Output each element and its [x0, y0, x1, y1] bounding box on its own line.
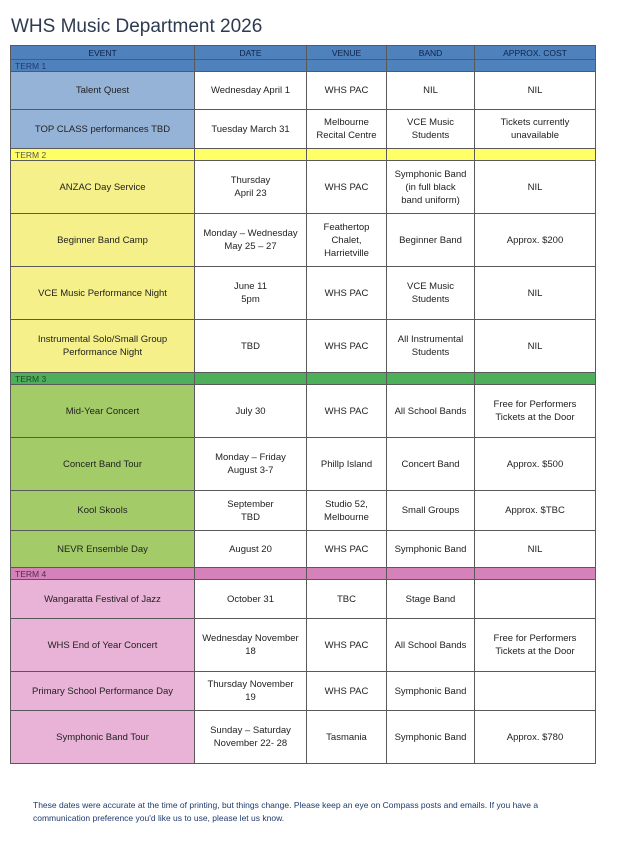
column-header-venue: VENUE: [307, 46, 387, 60]
venue-cell: Studio 52, Melbourne: [307, 491, 387, 531]
event-cell: Kool Skools: [11, 491, 195, 531]
term-bar-cell: [307, 373, 387, 385]
venue-cell: Tasmania: [307, 711, 387, 764]
term-label: TERM 2: [11, 149, 195, 161]
term-bar-cell: [387, 373, 475, 385]
event-cell: Symphonic Band Tour: [11, 711, 195, 764]
band-cell: Symphonic Band: [387, 711, 475, 764]
cost-cell: NIL: [475, 320, 596, 373]
venue-cell: TBC: [307, 580, 387, 619]
band-cell: All School Bands: [387, 619, 475, 672]
venue-cell: WHS PAC: [307, 619, 387, 672]
cost-cell: NIL: [475, 161, 596, 214]
event-cell: VCE Music Performance Night: [11, 267, 195, 320]
term-bar-cell: [387, 149, 475, 161]
date-cell: TBD: [195, 320, 307, 373]
table-row: [11, 385, 596, 438]
term-bar-cell: [307, 149, 387, 161]
date-cell: Wednesday November 18: [195, 619, 307, 672]
band-cell: Symphonic Band: [387, 531, 475, 568]
date-cell: September TBD: [195, 491, 307, 531]
band-cell: All Instrumental Students: [387, 320, 475, 373]
event-cell: Beginner Band Camp: [11, 214, 195, 267]
term-label: TERM 1: [11, 60, 195, 72]
table-row: [11, 491, 596, 531]
table-row: [11, 110, 596, 149]
cost-cell: Approx. $500: [475, 438, 596, 491]
table-row: [11, 267, 596, 320]
table-row: [11, 214, 596, 267]
term-row: [11, 60, 596, 72]
band-cell: VCE Music Students: [387, 267, 475, 320]
header-row: [11, 46, 596, 60]
events-table: [10, 45, 596, 764]
band-cell: Symphonic Band: [387, 672, 475, 711]
table-row: [11, 580, 596, 619]
table-row: [11, 438, 596, 491]
term-bar-cell: [195, 149, 307, 161]
cost-cell: Approx. $TBC: [475, 491, 596, 531]
table-body: [11, 60, 596, 764]
cost-cell: Free for Performers Tickets at the Door: [475, 385, 596, 438]
table-row: [11, 161, 596, 214]
event-cell: ANZAC Day Service: [11, 161, 195, 214]
venue-cell: WHS PAC: [307, 672, 387, 711]
venue-cell: WHS PAC: [307, 531, 387, 568]
table-row: [11, 72, 596, 110]
event-cell: NEVR Ensemble Day: [11, 531, 195, 568]
band-cell: NIL: [387, 72, 475, 110]
page-title: WHS Music Department 2026: [11, 16, 263, 37]
cost-cell: [475, 672, 596, 711]
band-cell: Beginner Band: [387, 214, 475, 267]
term-row: [11, 373, 596, 385]
term-bar-cell: [475, 373, 596, 385]
venue-cell: WHS PAC: [307, 161, 387, 214]
term-bar-cell: [195, 373, 307, 385]
table-row: [11, 531, 596, 568]
date-cell: Sunday – Saturday November 22- 28: [195, 711, 307, 764]
band-cell: All School Bands: [387, 385, 475, 438]
table-row: [11, 672, 596, 711]
date-cell: Wednesday April 1: [195, 72, 307, 110]
term-bar-cell: [475, 60, 596, 72]
venue-cell: WHS PAC: [307, 267, 387, 320]
column-header-event: EVENT: [11, 46, 195, 60]
venue-cell: WHS PAC: [307, 385, 387, 438]
term-bar-cell: [475, 149, 596, 161]
date-cell: October 31: [195, 580, 307, 619]
term-bar-cell: [307, 568, 387, 580]
table-row: [11, 619, 596, 672]
event-cell: Concert Band Tour: [11, 438, 195, 491]
column-header-band: BAND: [387, 46, 475, 60]
cost-cell: Tickets currently unavailable: [475, 110, 596, 149]
date-cell: July 30: [195, 385, 307, 438]
date-cell: Tuesday March 31: [195, 110, 307, 149]
table-row: [11, 320, 596, 373]
term-label: TERM 3: [11, 373, 195, 385]
column-header-date: DATE: [195, 46, 307, 60]
venue-cell: Phillp Island: [307, 438, 387, 491]
event-cell: TOP CLASS performances TBD: [11, 110, 195, 149]
footer-note: These dates were accurate at the time of printing, but things change. Please keep an eye on Compass posts and emails. If you have a communication preference you'd like us to use, please let us know.: [33, 800, 539, 823]
cost-cell: NIL: [475, 267, 596, 320]
cost-cell: NIL: [475, 72, 596, 110]
table-row: [11, 711, 596, 764]
term-label: TERM 4: [11, 568, 195, 580]
event-cell: Mid-Year Concert: [11, 385, 195, 438]
event-cell: Talent Quest: [11, 72, 195, 110]
cost-cell: Free for Performers Tickets at the Door: [475, 619, 596, 672]
date-cell: Thursday November 19: [195, 672, 307, 711]
date-cell: Monday – Wednesday May 25 – 27: [195, 214, 307, 267]
cost-cell: [475, 580, 596, 619]
term-bar-cell: [195, 568, 307, 580]
date-cell: Monday – Friday August 3-7: [195, 438, 307, 491]
column-header-cost: APPROX. COST: [475, 46, 596, 60]
band-cell: Symphonic Band (in full black band uniform): [387, 161, 475, 214]
event-cell: Instrumental Solo/Small Group Performance Night: [11, 320, 195, 373]
venue-cell: Feathertop Chalet, Harrietville: [307, 214, 387, 267]
term-row: [11, 149, 596, 161]
band-cell: VCE Music Students: [387, 110, 475, 149]
band-cell: Concert Band: [387, 438, 475, 491]
term-row: [11, 568, 596, 580]
cost-cell: Approx. $780: [475, 711, 596, 764]
venue-cell: Melbourne Recital Centre: [307, 110, 387, 149]
event-cell: Primary School Performance Day: [11, 672, 195, 711]
venue-cell: WHS PAC: [307, 72, 387, 110]
term-bar-cell: [195, 60, 307, 72]
term-bar-cell: [387, 60, 475, 72]
event-cell: Wangaratta Festival of Jazz: [11, 580, 195, 619]
date-cell: June 11 5pm: [195, 267, 307, 320]
cost-cell: NIL: [475, 531, 596, 568]
term-bar-cell: [307, 60, 387, 72]
date-cell: Thursday April 23: [195, 161, 307, 214]
event-cell: WHS End of Year Concert: [11, 619, 195, 672]
venue-cell: WHS PAC: [307, 320, 387, 373]
band-cell: Small Groups: [387, 491, 475, 531]
band-cell: Stage Band: [387, 580, 475, 619]
cost-cell: Approx. $200: [475, 214, 596, 267]
term-bar-cell: [475, 568, 596, 580]
date-cell: August 20: [195, 531, 307, 568]
term-bar-cell: [387, 568, 475, 580]
